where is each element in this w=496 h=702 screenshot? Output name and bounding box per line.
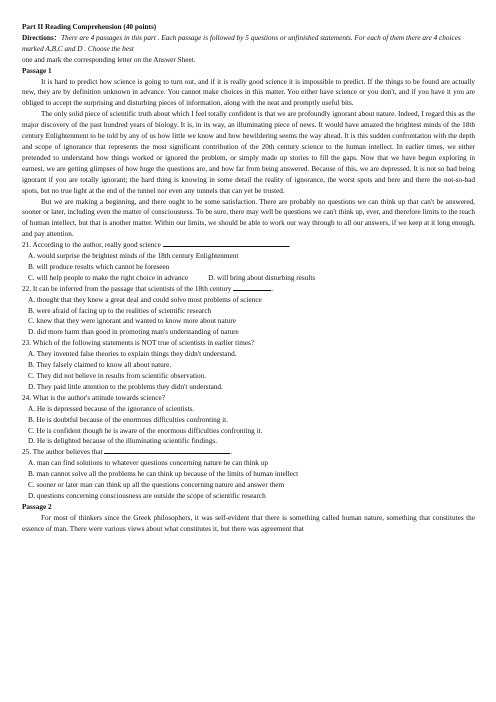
passage-2-label: Passage 2 xyxy=(22,502,52,511)
question-25-option-c: C. sooner or later man can think up all the questions concerning nature and answer them xyxy=(28,481,285,490)
question-23-option-a: A. They invented false theories to explain things they didn't understand. xyxy=(28,350,237,359)
question-25 xyxy=(22,447,475,458)
question-25-stem: 25. The author believes that xyxy=(22,448,103,457)
question-21 xyxy=(22,240,475,251)
question-21-option-c: C. will help people to make the right choice in advance xyxy=(28,273,189,282)
question-21-option-a: A. would surprise the brightest minds of the 18th century Enlightenment xyxy=(28,252,239,261)
question-24-option-a: A. He is depressed because of the ignorance of scientists. xyxy=(28,404,195,413)
question-25-option-a: A. man can find solutions to whatever questions concerning nature he can think up xyxy=(28,459,268,468)
question-25-option-d: D. questions concerning consciousness are outside the scope of scientific research xyxy=(28,491,266,500)
question-22-stem: 22. It can be inferred from the passage that scientists of the 18th century xyxy=(22,284,232,293)
question-22-option-b: B. were afraid of facing up to the realities of scientific research xyxy=(28,306,212,315)
question-21-option-d: D. will bring about disturbing results xyxy=(208,273,316,282)
question-23-option-d: D. They paid little attention to the problems they didn't understand. xyxy=(28,382,223,391)
passage-1-paragraph-2: The only solid piece of scientific truth about which I feel totally confident is that we are profoundly ignorant about nature. Indeed, I regard this as the major discovery of the past hundred years of biology. It is, in its way, an illuminating piece of news. It would have amazed the brightest minds of the 18th century Enlightenment to be told by any of us how little we know and how bewildering seems the way ahead. It is this sudden confrontation with the depth and scope of ignorance that represents the most significant contribution of the 20th century science to the human intellect. In earlier times, we either pretended to understand how things worked or ignored the problem, or simply made up stories to fill the gaps. Now that we have begun exploring in earnest, we are getting glimpses of how huge the questions are, and how far from being answered. Because of this, we are depressed. It is not so bad being ignorant if you are totally ignorant; the hard thing is knowing in some detail the reality of ignorance, the worst spots and here and there the not-so-bad spots, but no true light at the end of the tunnel nor even any tunnels that can yet be trusted. xyxy=(22,110,475,195)
passage-1-paragraph-3: But we are making a beginning, and there ought to be some satisfaction. There are probably no questions we can think up that can't be answered, sooner or later, including even the matter of consciousness. To be sure, there may well be questions we can't think up, ever, and therefore limits to the reach of human intellect, but that is another matter. Within our limits, we should be able to work our way through to all our answers, if we keep at it long enough, and pay attention. xyxy=(22,197,475,239)
question-tail: . xyxy=(271,284,274,293)
question-22-option-c: C. knew that they were ignorant and wanted to know more about nature xyxy=(28,317,236,326)
question-22 xyxy=(22,284,475,295)
question-24-stem: 24. What is the author's attitude towards science? xyxy=(22,393,165,402)
passage-1-label: Passage 1 xyxy=(22,66,52,75)
question-24-option-d: D. He is delighted because of the illuminating scientific findings. xyxy=(28,437,218,446)
question-24-option-b: B. He is doubtful because of the enormous difficulties confronting it. xyxy=(28,415,229,424)
question-tail: . xyxy=(288,241,291,250)
question-22-option-d: D. did more harm than good in promoting man's understanding of nature xyxy=(28,328,239,337)
question-25-option-b: B. man cannot solve all the problems he can think up because of the limits of human intellect xyxy=(28,470,299,479)
directions-text: There are 4 passages in this part . Each passage is followed by 5 questions or unfinished statements. For each of them there are 4 choices marked A,B,C and D . Choose the best xyxy=(22,33,461,53)
part-title: Part II Reading Comprehension (40 points) xyxy=(22,23,157,31)
passage-2-paragraph-1: For most of thinkers since the Greek philosophers, it was self-evident that there is something called human nature, something that constitutes the essence of man. There were various views about what constitutes it, but there was agreement that xyxy=(22,513,475,533)
question-23-stem: 23. Which of the following statements is NOT true of scientists in earlier times? xyxy=(22,339,255,348)
directions xyxy=(22,33,475,55)
question-21-option-b: B. will produce results which cannot be foreseen xyxy=(28,262,170,271)
answer-blank xyxy=(104,447,233,457)
question-23-option-b: B. They falsely claimed to know all about nature. xyxy=(28,361,172,370)
question-21-options-cd xyxy=(22,273,475,284)
answer-blank xyxy=(233,284,274,293)
question-23-option-c: C. They did not believe in results from scientific observation. xyxy=(28,372,207,380)
passage-1-paragraph-1: It is hard to predict how science is going to turn out, and if it is really good science it is impossible to predict. If the things to be found are actually new, they are by definition unknown in advance. You cannot make choices in this matter. You either have science or you don't, and if you have it you are obliged to accept the surprising and disturbing pieces of information, along with the neat and promptly useful bits. xyxy=(22,77,475,108)
question-21-stem: 21. According to the author, really good science xyxy=(22,241,161,250)
directions-tail: one and mark the corresponding letter on the Answer Sheet. xyxy=(22,55,196,64)
answer-blank xyxy=(163,240,291,250)
question-22-option-a: A. thought that they knew a great deal and could solve most problems of science xyxy=(28,295,262,304)
question-tail: . xyxy=(230,448,233,457)
question-24-option-c: C. He is confident though he is aware of the enormous difficulties confronting it. xyxy=(28,426,263,435)
directions-label: Directions： xyxy=(22,33,61,42)
